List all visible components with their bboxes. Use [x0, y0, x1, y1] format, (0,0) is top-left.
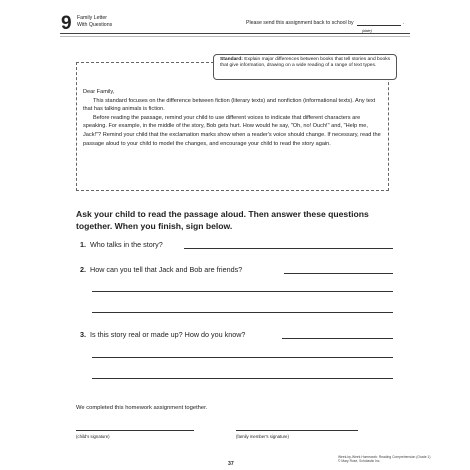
lesson-number: 9 [61, 13, 72, 34]
question-1-text: Who talks in the story? [90, 240, 163, 249]
letter-greeting: Dear Family, [83, 89, 115, 95]
answer-3-line-2[interactable] [92, 357, 393, 358]
question-1-number: 1. [80, 240, 86, 249]
letter-body [83, 88, 383, 148]
completed-statement: We completed this homework assignment together. [76, 405, 208, 411]
standard-title: Standard: [220, 57, 243, 62]
question-2-number: 2. [80, 265, 86, 274]
send-back-period: . [403, 20, 405, 26]
question-2-text: How can you tell that Jack and Bob are friends? [90, 265, 243, 274]
question-1 [80, 240, 163, 249]
credit-line [338, 455, 430, 464]
question-3 [80, 330, 245, 339]
date-blank[interactable] [357, 20, 401, 26]
lesson-label-line1: Family Letter [77, 15, 107, 21]
page-number: 37 [228, 461, 234, 467]
answer-3-line-1[interactable] [282, 338, 393, 339]
standard-text: Explain major differences between books that tell stories and books that give information, drawing on a wide reading of a range of text types. [220, 57, 391, 68]
credit-line-1: Week-by-Week Homework: Reading Comprehension (Grade 1) [338, 455, 431, 459]
lesson-label-line2: With Questions [77, 21, 113, 28]
send-back-text: Please send this assignment back to school by [246, 20, 354, 26]
header-divider [60, 33, 410, 34]
date-label: (date) [362, 29, 372, 33]
answer-2-line-1[interactable] [284, 273, 393, 274]
instructions: Ask your child to read the passage aloud. Then answer these questions together. When you finish, sign below. [76, 209, 369, 231]
letter-paragraph-2: Before reading the passage, remind your child to use different voices to indicate that different characters are speaking. For example, in the middle of the story, Bob gets hurt. How would he say, "Oh, no! Ouch!" and, "Help me, Jack!"? Remind your child that the exclamation marks show when a reader's voice should change. If necessary, read the passage aloud to your child to model the changes, and encourage your child to read the story again. [83, 114, 381, 147]
answer-3-line-3[interactable] [92, 378, 393, 379]
standard-callout [213, 54, 397, 80]
credit-line-2: © Mary Rose, Scholastic Inc. [338, 459, 381, 464]
child-signature-label: (child's signature) [76, 434, 110, 439]
letter-paragraph-1: This standard focuses on the difference between fiction (literary texts) and nonfiction (informational texts). Any text that has talking animals is fiction. [83, 97, 376, 113]
question-2 [80, 265, 242, 274]
family-signature-line[interactable] [236, 430, 358, 431]
answer-2-line-2[interactable] [92, 291, 393, 292]
child-signature-line[interactable] [76, 430, 194, 431]
answer-1-line[interactable] [184, 248, 393, 249]
lesson-label [77, 15, 137, 28]
question-3-text: Is this story real or made up? How do you know? [90, 330, 246, 339]
send-back-instruction [246, 20, 404, 26]
header-divider-thin [60, 36, 410, 37]
answer-2-line-3[interactable] [92, 312, 393, 313]
question-3-number: 3. [80, 330, 86, 339]
family-signature-label: (family member's signature) [236, 434, 289, 439]
